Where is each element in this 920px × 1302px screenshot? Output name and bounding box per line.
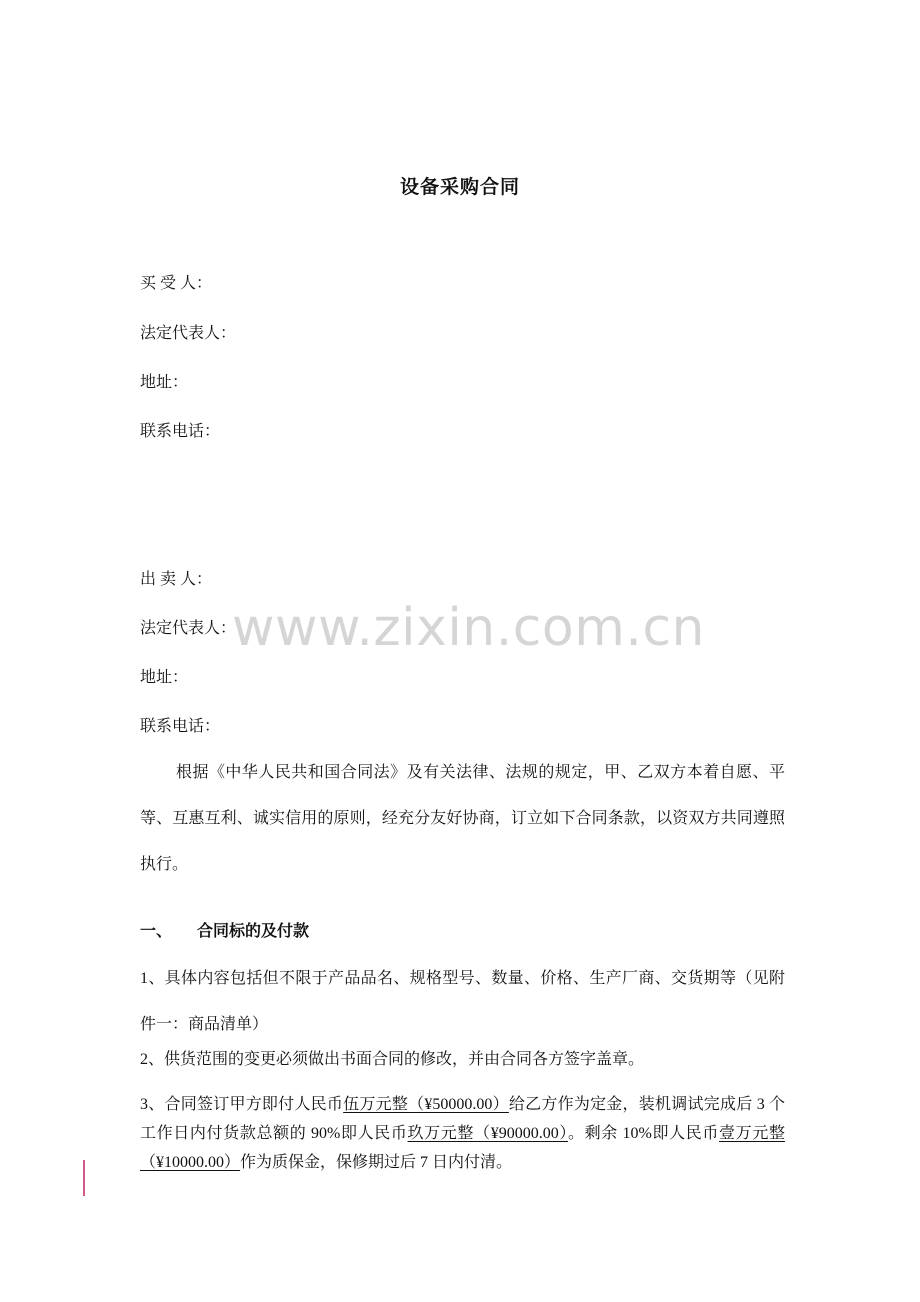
section-1-title: 合同标的及付款 xyxy=(197,921,310,940)
section-1-heading xyxy=(140,920,309,942)
clause-3-text-part2: 给乙方作为定金，装机调试完成后 3 个工作日内付货款总额的 90%即人民币 xyxy=(140,1096,785,1142)
seller-phone-label: 联系电话： xyxy=(140,718,221,735)
margin-change-bar xyxy=(83,1160,85,1196)
clause-2: 2、供货范围的变更必须做出书面合同的修改，并由合同各方签字盖章。 xyxy=(140,1051,645,1068)
payment-amount: 玖万元整（¥90000.00） xyxy=(407,1125,568,1142)
clause-3-text-part3: 。剩余 10%即人民币 xyxy=(567,1125,720,1142)
clause-3-text-part1: 3、合同签订甲方即付人民币 xyxy=(140,1096,344,1113)
seller-label: 出 卖 人： xyxy=(140,571,213,588)
buyer-address-label: 地址： xyxy=(140,374,189,391)
clause-3 xyxy=(140,1090,785,1177)
clause-3-text-part4: 作为质保金，保修期过后 7 日内付清。 xyxy=(240,1154,513,1171)
buyer-label: 买 受 人： xyxy=(140,275,213,292)
section-1-number: 一、 xyxy=(140,921,173,940)
buyer-phone-label: 联系电话： xyxy=(140,423,221,440)
seller-address-label: 地址： xyxy=(140,669,189,686)
deposit-amount: 伍万元整（¥50000.00） xyxy=(343,1096,509,1113)
page-title: 设备采购合同 xyxy=(399,176,520,198)
clause-1: 1、具体内容包括但不限于产品品名、规格型号、数量、价格、生产厂商、交货期等（见附件一：商品清单） xyxy=(140,970,785,1033)
warranty-amount: 壹万元整（¥10000.00） xyxy=(140,1125,785,1171)
preamble-paragraph: 根据《中华人民共和国合同法》及有关法律、法规的规定，甲、乙双方本着自愿、平等、互惠互利、诚实信用的原则，经充分友好协商，订立如下合同条款，以资双方共同遵照执行。 xyxy=(140,764,785,873)
seller-legal-rep-label: 法定代表人： xyxy=(140,620,237,637)
buyer-legal-rep-label: 法定代表人： xyxy=(140,325,237,342)
watermark: www.zixin.com.cn xyxy=(232,598,705,658)
